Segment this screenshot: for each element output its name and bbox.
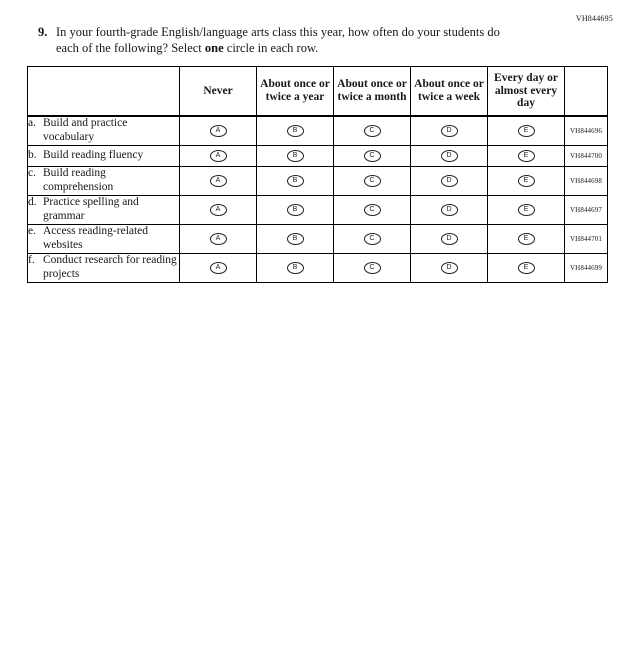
option-cell-year <box>257 116 334 146</box>
row-code: VH844698 <box>565 167 608 196</box>
option-cell-everyday <box>488 146 565 167</box>
table-row <box>28 116 608 146</box>
column-header-once-twice-week: About once or twice a week <box>411 67 488 117</box>
frequency-matrix-table <box>27 66 608 283</box>
answer-oval[interactable]: E <box>518 233 535 245</box>
row-label-text: Access reading-related websites <box>43 225 149 251</box>
question-number: 9. <box>38 25 48 39</box>
answer-oval[interactable]: C <box>364 175 381 187</box>
option-cell-month <box>334 196 411 225</box>
question-text-after: circle in each row. <box>223 41 319 55</box>
option-cell-week <box>411 116 488 146</box>
answer-oval[interactable]: D <box>441 150 458 162</box>
answer-oval[interactable]: C <box>364 150 381 162</box>
corner-cell <box>28 67 180 117</box>
option-cell-year <box>257 196 334 225</box>
option-cell-week <box>411 196 488 225</box>
table-row <box>28 254 608 283</box>
row-label-text: Build reading comprehension <box>43 167 114 193</box>
option-cell-month <box>334 167 411 196</box>
answer-oval[interactable]: E <box>518 204 535 216</box>
table-row <box>28 146 608 167</box>
option-cell-week <box>411 225 488 254</box>
answer-oval[interactable]: A <box>210 150 227 162</box>
answer-oval[interactable]: E <box>518 150 535 162</box>
row-code: VH844701 <box>565 225 608 254</box>
answer-oval[interactable]: C <box>364 125 381 137</box>
option-cell-month <box>334 146 411 167</box>
question-block <box>38 24 508 56</box>
option-cell-year <box>257 167 334 196</box>
question-text-bold: one <box>204 41 224 55</box>
table-row <box>28 196 608 225</box>
header-row <box>28 67 608 117</box>
row-label <box>28 116 180 146</box>
answer-oval[interactable]: D <box>441 125 458 137</box>
answer-oval[interactable]: E <box>518 125 535 137</box>
option-cell-everyday <box>488 167 565 196</box>
row-letter: e. <box>28 225 36 238</box>
option-cell-everyday <box>488 225 565 254</box>
option-cell-month <box>334 116 411 146</box>
table-row <box>28 167 608 196</box>
option-cell-week <box>411 254 488 283</box>
option-cell-week <box>411 167 488 196</box>
option-cell-never <box>180 116 257 146</box>
row-label-text: Practice spelling and grammar <box>43 196 139 222</box>
row-label <box>28 254 180 283</box>
answer-oval[interactable]: A <box>210 233 227 245</box>
answer-oval[interactable]: B <box>287 125 304 137</box>
option-cell-year <box>257 254 334 283</box>
option-cell-never <box>180 196 257 225</box>
row-label <box>28 167 180 196</box>
row-letter: a. <box>28 117 36 130</box>
option-cell-year <box>257 225 334 254</box>
answer-oval[interactable]: E <box>518 175 535 187</box>
option-cell-never <box>180 225 257 254</box>
row-code: VH844696 <box>565 116 608 146</box>
row-letter: b. <box>28 149 37 162</box>
row-label <box>28 225 180 254</box>
row-code: VH844700 <box>565 146 608 167</box>
option-cell-month <box>334 225 411 254</box>
option-cell-week <box>411 146 488 167</box>
code-column-header <box>565 67 608 117</box>
option-cell-everyday <box>488 116 565 146</box>
answer-oval[interactable]: B <box>287 204 304 216</box>
answer-oval[interactable]: C <box>364 262 381 274</box>
option-cell-everyday <box>488 254 565 283</box>
row-label-text: Build reading fluency <box>43 149 144 162</box>
row-letter: c. <box>28 167 36 180</box>
row-label-text: Build and practice vocabulary <box>43 117 128 143</box>
answer-oval[interactable]: B <box>287 262 304 274</box>
answer-oval[interactable]: D <box>441 175 458 187</box>
answer-oval[interactable]: C <box>364 233 381 245</box>
answer-oval[interactable]: D <box>441 204 458 216</box>
column-header-once-twice-month: About once or twice a month <box>334 67 411 117</box>
answer-oval[interactable]: A <box>210 262 227 274</box>
option-cell-never <box>180 146 257 167</box>
row-label <box>28 146 180 167</box>
question-text-before: In your fourth-grade English/language arts class this year, how often do your students do each of the following? Select <box>56 25 500 55</box>
answer-oval[interactable]: D <box>441 262 458 274</box>
question-text <box>56 24 508 56</box>
answer-oval[interactable]: B <box>287 175 304 187</box>
option-cell-month <box>334 254 411 283</box>
answer-oval[interactable]: D <box>441 233 458 245</box>
answer-oval[interactable]: B <box>287 233 304 245</box>
option-cell-never <box>180 167 257 196</box>
answer-oval[interactable]: A <box>210 204 227 216</box>
column-header-once-twice-year: About once or twice a year <box>257 67 334 117</box>
answer-oval[interactable]: E <box>518 262 535 274</box>
option-cell-never <box>180 254 257 283</box>
answer-oval[interactable]: B <box>287 150 304 162</box>
option-cell-year <box>257 146 334 167</box>
column-header-never: Never <box>180 67 257 117</box>
table-row <box>28 225 608 254</box>
row-label-text: Conduct research for reading projects <box>43 254 177 280</box>
row-letter: f. <box>28 254 35 267</box>
row-letter: d. <box>28 196 37 209</box>
row-code: VH844697 <box>565 196 608 225</box>
column-header-every-day: Every day or almost every day <box>488 67 565 117</box>
form-code: VH844695 <box>575 14 613 23</box>
answer-oval[interactable]: A <box>210 175 227 187</box>
answer-oval[interactable]: C <box>364 204 381 216</box>
answer-oval[interactable]: A <box>210 125 227 137</box>
option-cell-everyday <box>488 196 565 225</box>
row-code: VH844699 <box>565 254 608 283</box>
row-label <box>28 196 180 225</box>
